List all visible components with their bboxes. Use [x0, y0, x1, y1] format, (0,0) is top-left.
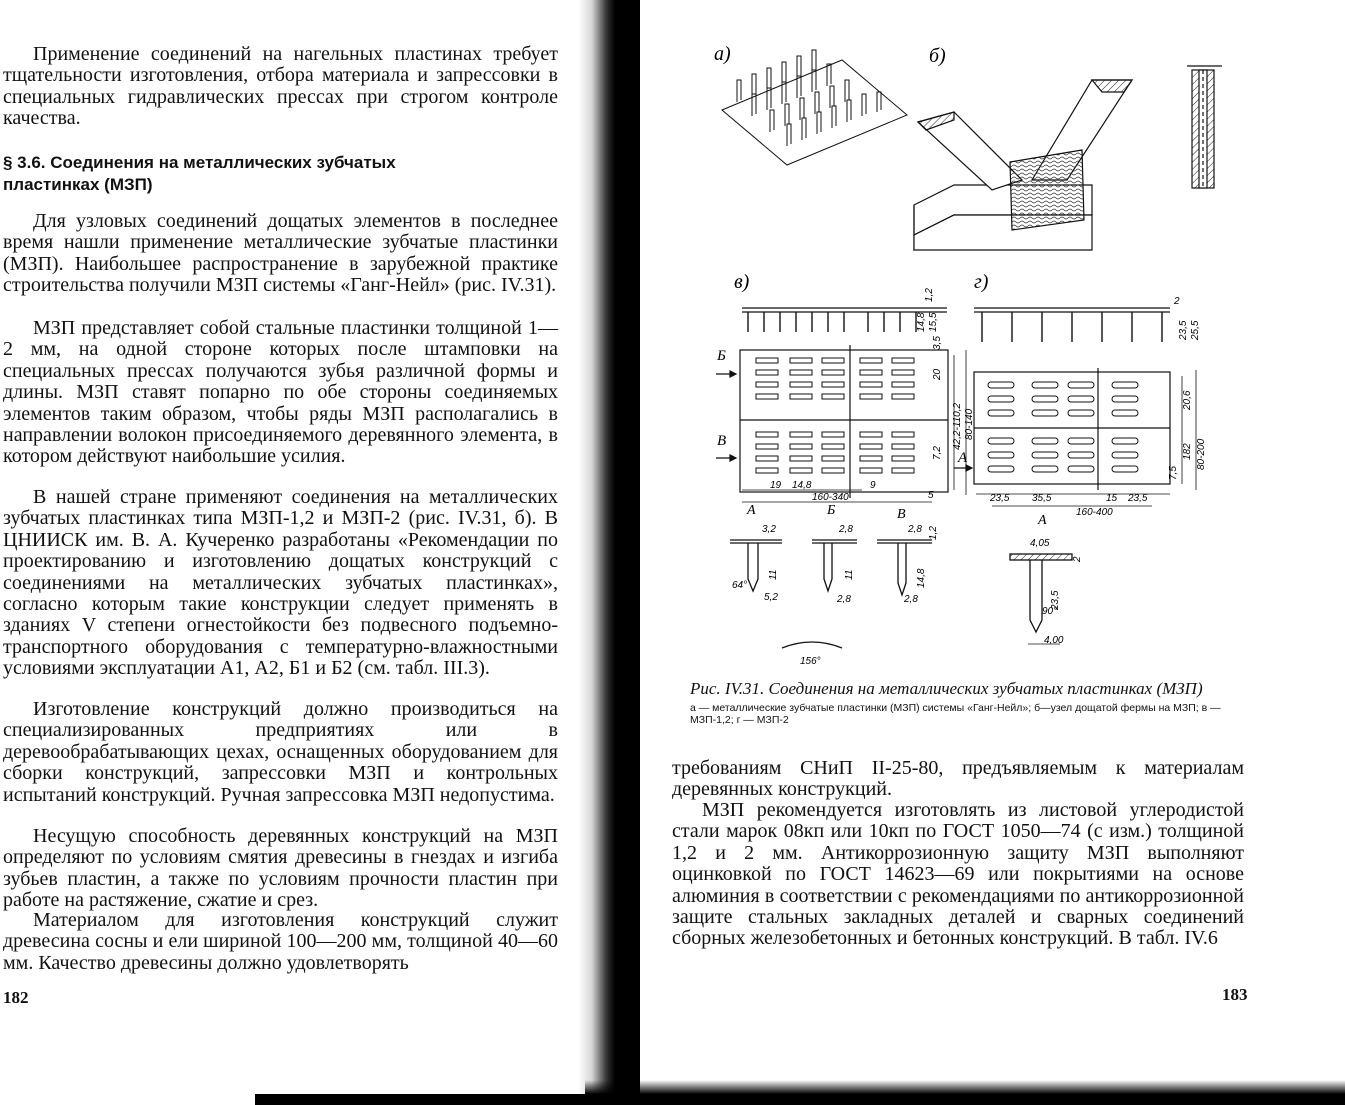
dim-v-h1: 80-140 — [964, 408, 975, 440]
page-number-left: 182 — [3, 988, 29, 1007]
dim-g-h7: 7,5 — [1168, 466, 1179, 480]
page-number-right: 183 — [1222, 985, 1248, 1004]
dim-g-h6: 25,5 — [1190, 320, 1201, 340]
dim-tv-t1: 3,2 — [762, 524, 776, 535]
right-paragraph-1: требованиям СНиП II-25-80, предъявляемым к материалам деревянных конструкций. — [672, 757, 1244, 801]
left-paragraph-3: В нашей стране применяют соединения на металлических зубчатых пластинках типа МЗП-1,2 и МЗП-2 (рис. IV.31, б). В ЦНИИСК им. В. А. Кучеренко разработаны «Рекомендации по проектированию и изготовлению дощатых конструкций с соединениями на металлических зубчатых пластинках», согласно которым такие конструкции следует применять в зданиях V степени огнестойкости без подвесного подъемно-транспортного оборудования с температурно-влажностными условиями эксплуатации А1, А2, Б1 и Б2 (см. табл. III.3). — [3, 486, 558, 680]
dim-tv-t6: 11 — [844, 569, 855, 580]
left-paragraph-2: МЗП представляет собой стальные пластинки толщиной 1—2 мм, на одной стороне которых после штамповки на специальных прессах получаются зубья различной формы и длины. МЗП ставят попарно по обе стороны соединяемых элементов таким образом, чтобы ряды МЗП располагались в направлении волокон присоединяемого деревянного элемента, в котором действуют наибольшие усилия. — [3, 317, 558, 468]
dim-tg-t3: 23,5 — [1050, 590, 1061, 610]
dim-tg-t2: 2 — [1072, 556, 1083, 562]
dim-g-h4: 2 — [1174, 296, 1180, 307]
dim-tg-t1: 4,05 — [1030, 538, 1050, 549]
dim-g-d4: 23,5 — [1128, 493, 1148, 504]
mark-a3: А — [1038, 513, 1047, 528]
caption-title: Рис. IV.31. Соединения на металлических зубчатых пластинках (МЗП) — [690, 679, 1203, 698]
dim-v-h3: 20 — [932, 368, 943, 380]
mark-v1: В — [717, 433, 727, 449]
dim-v-h4: 7,2 — [932, 446, 943, 460]
dim-tv-t3: 2,8 — [908, 524, 922, 535]
mark-v2: В — [897, 507, 906, 522]
left-paragraph-1: Для узловых соединений дощатых элементов в последнее время нашли применение металлические зубчатые пластинки (МЗП). Наибольшее распространение в зарубежной практике строительства получили МЗП системы «Ганг-Нейл» (рис. IV.31). — [3, 210, 558, 297]
right-page — [640, 0, 1345, 1105]
right-paragraph-2: МЗП рекомендуется изготовлять из листовой углеродистой стали марок 08кп или 10кп по ГОСТ 1050—74 (с изм.) толщиной 1,2 и 2 мм. Антикоррозионную защиту МЗП выполняют оцинковкой по ГОСТ 14623—69 или покрытиями на основе алюминия в соответствии с рекомендациями по антикоррозионной защите стальных закладных деталей и сварных соединений сборных железобетонных и бетонных конструкций. В табл. IV.6 — [672, 799, 1244, 950]
left-paragraph-6: Материалом для изготовления конструкций служит древесина сосны и ели шириной 100—200 мм, толщиной 40—60 мм. Качество древесины должно удовлетворять — [3, 909, 558, 974]
dim-g-d1: 23,5 — [990, 493, 1010, 504]
mark-b2: Б — [827, 503, 836, 518]
dim-tv-t10: 2,8 — [904, 594, 918, 605]
intro-paragraph: Применение соединений на нагельных пластинах требует тщательности изготовления, отбора материала и запрессовки в специальных гидравлических прессах при строгом контроле качества. — [3, 43, 558, 130]
dim-tv-angle2: 156° — [800, 656, 821, 667]
dim-tv-angle1: 64° — [732, 580, 748, 591]
dim-v-d4: 9 — [870, 480, 876, 491]
dim-tg-t4: 4,00 — [1044, 635, 1064, 646]
dim-tv-t8: 5,2 — [764, 592, 778, 603]
spine-gradient — [606, 0, 636, 1105]
dim-v-d1: 19 — [770, 480, 782, 491]
dim-tv-t9: 2,8 — [837, 594, 851, 605]
label-g: г) — [974, 271, 989, 293]
dim-v-h7: 1,2 — [924, 288, 935, 302]
label-v: в) — [734, 271, 750, 293]
mark-b1: Б — [717, 348, 726, 364]
section-heading: § 3.6. Соединения на металлических зубчатых пластинках (МЗП) — [3, 153, 396, 194]
dim-g-h1: 80-200 — [1196, 438, 1207, 470]
dim-g-d5: 160-400 — [1076, 507, 1113, 518]
left-paragraph-4: Изготовление конструкций должно производиться на специализированных предприятиях или в деревообрабатывающих цехах, оснащенных оборудованием для сборки конструкций, запрессовки МЗП и контрольных испытаний конструкций. Ручная запрессовка МЗП недопустима. — [3, 698, 558, 806]
label-a: а) — [714, 43, 731, 65]
mark-a2: А — [958, 450, 968, 466]
dim-tg-angle: 90° — [1042, 606, 1058, 617]
dim-tv-t4: 1,2 — [928, 526, 939, 540]
label-b: б) — [929, 45, 946, 67]
dim-tv-t5: 11 — [768, 569, 779, 580]
dim-g-h3: 182 — [1182, 443, 1193, 460]
dim-tv-t7: 14,8 — [916, 568, 927, 588]
left-page — [0, 0, 600, 1105]
dim-g-h5: 23,5 — [1178, 320, 1189, 340]
dim-v-h5: 5 — [928, 490, 934, 501]
dim-v-h2: 42,2-110,2 — [952, 402, 963, 450]
caption-text: а — металлические зубчатые пластинки (МЗП) системы «Ганг-Нейл»; б—узел дощатой фермы на МЗП; в — МЗП-1,2; г — МЗП-2 — [690, 702, 1221, 726]
dim-v-d3: 160-340 — [812, 492, 849, 503]
mark-a1: А — [747, 503, 756, 518]
dim-v-d2: 14,8 — [792, 480, 812, 491]
dim-v-h9: 15,5 — [928, 312, 939, 332]
dim-g-d2: 35,5 — [1032, 493, 1052, 504]
dim-tv-t2: 2,8 — [839, 524, 853, 535]
dim-g-h2: 20,6 — [1182, 390, 1193, 410]
dim-g-d3: 15 — [1106, 493, 1118, 504]
dim-v-h6: 3,5 — [932, 336, 943, 350]
dim-v-h8: 14,8 — [916, 312, 927, 332]
left-paragraph-5: Несущую способность деревянных конструкций на МЗП определяют по условиям смятия древесины в гнездах и изгиба зубьев пластин, а также по условиям прочности пластин при работе на растяжение, сжатие и срез. — [3, 825, 558, 912]
